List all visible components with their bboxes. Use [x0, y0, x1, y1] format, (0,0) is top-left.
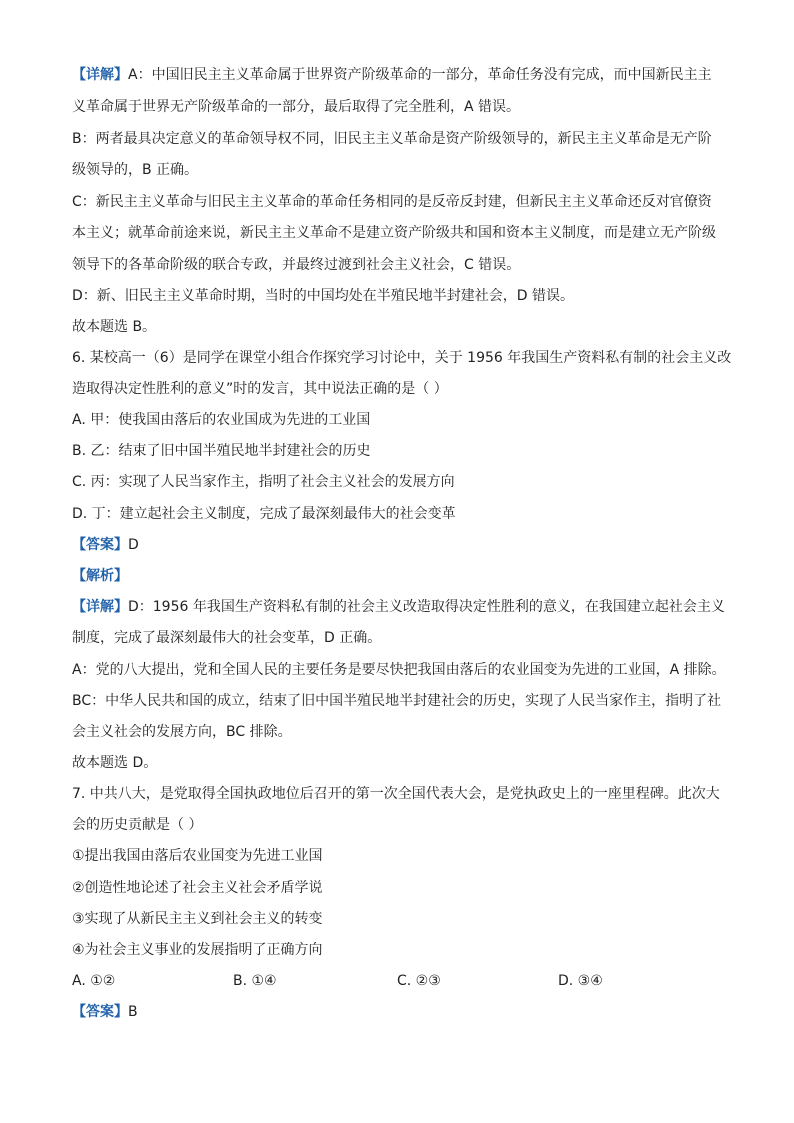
q6-stem-line-2: 造取得决定性胜利的意义”时的发言，其中说法正确的是（ ） [72, 381, 448, 397]
q6-conclusion: 故本题选 D。 [72, 755, 158, 771]
q7-answer: 【答案】B [72, 1004, 138, 1020]
q7-choices-row [72, 970, 732, 992]
q5-detail-line-1: 【详解】A：中国旧民主主义革命属于世界资产阶级革命的一部分，革命任务没有完成，而中国新民主主 [72, 67, 712, 83]
q6-option-d: D. 丁：建立起社会主义制度，完成了最深刻最伟大的社会变革 [72, 506, 456, 522]
q6-detail-line-2: 制度，完成了最深刻最伟大的社会变革，D 正确。 [72, 630, 382, 646]
q5-detail-line-5: C：新民主主义革命与旧民主主义革命的革命任务相同的是反帝反封建，但新民主主义革命还反对官僚资 [72, 194, 712, 210]
q7-statement-4: ④为社会主义事业的发展指明了正确方向 [72, 942, 323, 958]
q7-choice-b: B. ①④ [233, 973, 277, 989]
q6-stem-line-1: 6. 某校高一（6）是同学在课堂小组合作探究学习讨论中，关于 1956 年我国生产资料私有制的社会主义改 [72, 350, 732, 366]
detail-tag: 【详解】 [72, 67, 128, 83]
q6-option-b: B. 乙：结束了旧中国半殖民地半封建社会的历史 [72, 443, 371, 459]
q7-statement-3: ③实现了从新民主主义到社会主义的转变 [72, 911, 323, 927]
q7-statement-2: ②创造性地论述了社会主义社会矛盾学说 [72, 880, 323, 896]
q5-detail-line-2: 义革命属于世界无产阶级革命的一部分，最后取得了完全胜利，A 错误。 [72, 99, 521, 115]
answer-tag: 【答案】 [72, 537, 128, 553]
answer-tag: 【答案】 [72, 1004, 128, 1020]
q7-stem-line-1: 7. 中共八大，是党取得全国执政地位后召开的第一次全国代表大会，是党执政史上的一座里程碑。此次大 [72, 786, 720, 802]
q6-answer: 【答案】D [72, 537, 139, 553]
q7-choice-d: D. ③④ [558, 973, 603, 989]
q7-choice-a: A. ①② [72, 973, 116, 989]
q7-stem-line-2: 会的历史贡献是（ ） [72, 817, 203, 833]
q6-detail-line-5: 会主义社会的发展方向，BC 排除。 [72, 724, 292, 740]
q5-conclusion: 故本题选 B。 [72, 319, 157, 335]
q6-analysis-heading [72, 565, 732, 587]
q6-detail-line-3: A：党的八大提出，党和全国人民的主要任务是要尽快把我国由落后的农业国变为先进的工业国，A 排除。 [72, 662, 726, 678]
q6-option-a: A. 甲：使我国由落后的农业国成为先进的工业国 [72, 412, 371, 428]
q5-detail-line-7: 领导下的各革命阶级的联合专政，并最终过渡到社会主义社会，C 错误。 [72, 257, 521, 273]
q6-option-c: C. 丙：实现了人民当家作主，指明了社会主义社会的发展方向 [72, 474, 455, 490]
q6-detail-line-1: 【详解】D：1956 年我国生产资料私有制的社会主义改造取得决定性胜利的意义，在我国建立起社会主义 [72, 599, 725, 615]
q5-detail-line-6: 本主义；就革命前途来说，新民主主义革命不是建立资产阶级共和国和资本主义制度，而是建立无产阶级 [72, 225, 716, 241]
q5-detail-line-4: 级领导的，B 正确。 [72, 162, 199, 178]
q5-detail-line-8: D：新、旧民主主义革命时期，当时的中国均处在半殖民地半封建社会，D 错误。 [72, 288, 575, 304]
analysis-tag: 【解析】 [72, 568, 128, 584]
q7-choice-c: C. ②③ [397, 973, 441, 989]
q5-detail-line-3: B：两者最具决定意义的革命领导权不同，旧民主主义革命是资产阶级领导的，新民主主义革命是无产阶 [72, 131, 712, 147]
q7-statement-1: ①提出我国由落后农业国变为先进工业国 [72, 848, 323, 864]
q6-detail-line-4: BC：中华人民共和国的成立，结束了旧中国半殖民地半封建社会的历史，实现了人民当家作主，指明了社 [72, 693, 722, 709]
detail-tag: 【详解】 [72, 599, 128, 615]
